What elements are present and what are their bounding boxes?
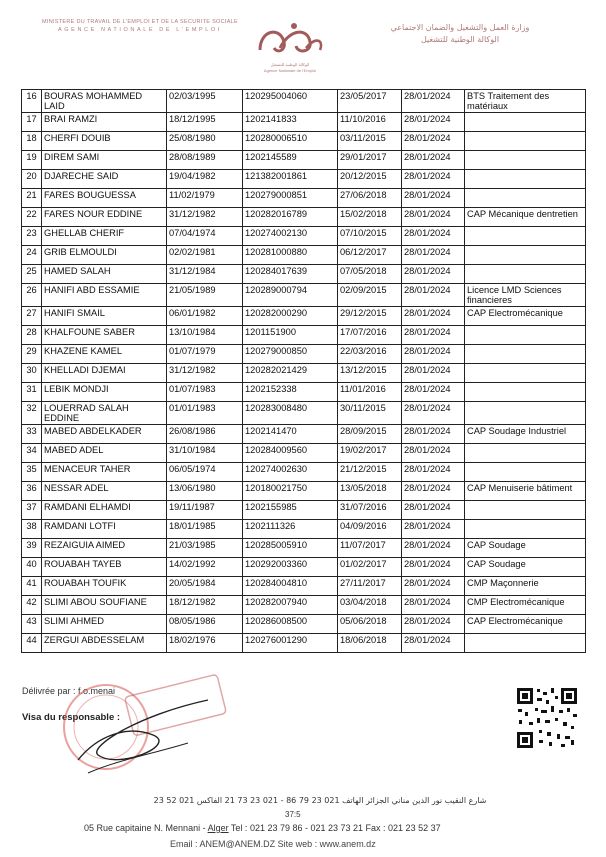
registration-date: 22/03/2016 — [338, 345, 402, 364]
qualification: CAP Electromécanique — [465, 307, 586, 326]
table-row — [22, 132, 586, 151]
qualification — [465, 113, 586, 132]
registration-date: 15/02/2018 — [338, 208, 402, 227]
jobseeker-name: KHALFOUNE SABER — [42, 326, 167, 345]
jobseeker-name: MABED ABDELKADER — [42, 425, 167, 444]
registration-id: 120284017639 — [243, 265, 338, 284]
birth-date: 13/06/1980 — [167, 482, 243, 501]
qualification — [465, 326, 586, 345]
table-row — [22, 113, 586, 132]
jobseeker-name: SLIMI AHMED — [42, 615, 167, 634]
jobseeker-name: ROUABAH TOUFIK — [42, 577, 167, 596]
row-number: 16 — [22, 90, 42, 113]
rectangular-stamp-icon — [125, 674, 227, 736]
list-date: 28/01/2024 — [402, 577, 465, 596]
row-number: 24 — [22, 246, 42, 265]
birth-date: 26/08/1986 — [167, 425, 243, 444]
birth-date: 21/05/1989 — [167, 284, 243, 307]
row-number: 43 — [22, 615, 42, 634]
ministry-header-ar — [340, 22, 580, 46]
registration-date: 28/09/2015 — [338, 425, 402, 444]
registration-id: 120280006510 — [243, 132, 338, 151]
jobseeker-name: DJARECHE SAID — [42, 170, 167, 189]
qualification: BTS Traitement des matériaux — [465, 90, 586, 113]
birth-date: 19/11/1987 — [167, 501, 243, 520]
registration-date: 03/11/2015 — [338, 132, 402, 151]
registration-date: 31/07/2016 — [338, 501, 402, 520]
agency-name-fr: AGENCE NATIONALE DE L'EMPLOI — [58, 27, 222, 33]
row-number: 34 — [22, 444, 42, 463]
qualification: CAP Soudage — [465, 539, 586, 558]
list-date: 28/01/2024 — [402, 425, 465, 444]
jobseeker-name: FARES NOUR EDDINE — [42, 208, 167, 227]
list-date: 28/01/2024 — [402, 170, 465, 189]
registration-id: 120282016789 — [243, 208, 338, 227]
table-row — [22, 307, 586, 326]
registration-date: 19/02/2017 — [338, 444, 402, 463]
list-date: 28/01/2024 — [402, 501, 465, 520]
jobseeker-name: REZAIGUIA AIMED — [42, 539, 167, 558]
list-date: 28/01/2024 — [402, 634, 465, 653]
registration-id: 120274002130 — [243, 227, 338, 246]
list-date: 28/01/2024 — [402, 615, 465, 634]
row-number: 23 — [22, 227, 42, 246]
birth-date: 31/12/1982 — [167, 364, 243, 383]
row-number: 28 — [22, 326, 42, 345]
registration-id: 120279000850 — [243, 345, 338, 364]
birth-date: 20/05/1984 — [167, 577, 243, 596]
table-row — [22, 265, 586, 284]
list-date: 28/01/2024 — [402, 345, 465, 364]
qualification — [465, 170, 586, 189]
row-number: 42 — [22, 596, 42, 615]
qualification — [465, 132, 586, 151]
address-arabic-extra: 37:5 — [285, 810, 301, 819]
ministry-name-fr: MINISTERE DU TRAVAIL DE L'EMPLOI ET DE LA SECURITE SOCIALE — [41, 19, 239, 25]
registration-id: 120282000290 — [243, 307, 338, 326]
row-number: 31 — [22, 383, 42, 402]
jobseeker-name: CHERFI DOUIB — [42, 132, 167, 151]
registration-id: 120289000794 — [243, 284, 338, 307]
qualification — [465, 463, 586, 482]
contact-email-web: Email : ANEM@ANEM.DZ Site web : www.anem.dz — [170, 839, 376, 849]
address-phone-fax: Tel : 021 23 79 86 - 021 23 73 21 Fax : 021 23 52 37 — [228, 823, 441, 833]
list-date: 28/01/2024 — [402, 284, 465, 307]
table-row — [22, 520, 586, 539]
registration-id: 1202155985 — [243, 501, 338, 520]
logo-caption-ar: الوكالة الوطنية للتشغيل — [270, 62, 310, 67]
row-number: 39 — [22, 539, 42, 558]
row-number: 36 — [22, 482, 42, 501]
table-row — [22, 208, 586, 227]
list-date: 28/01/2024 — [402, 265, 465, 284]
registration-date: 27/06/2018 — [338, 189, 402, 208]
qualification — [465, 345, 586, 364]
registration-id: 120276001290 — [243, 634, 338, 653]
jobseeker-name: NESSAR ADEL — [42, 482, 167, 501]
qualification — [465, 501, 586, 520]
list-date: 28/01/2024 — [402, 246, 465, 265]
registration-id: 1202141833 — [243, 113, 338, 132]
row-number: 29 — [22, 345, 42, 364]
list-date: 28/01/2024 — [402, 113, 465, 132]
table-row — [22, 596, 586, 615]
registration-date: 23/05/2017 — [338, 90, 402, 113]
birth-date: 31/12/1982 — [167, 208, 243, 227]
birth-date: 31/12/1984 — [167, 265, 243, 284]
table-row — [22, 246, 586, 265]
registration-id: 120286008500 — [243, 615, 338, 634]
list-date: 28/01/2024 — [402, 444, 465, 463]
registration-id: 120281000880 — [243, 246, 338, 265]
jobseeker-name: KHAZENE KAMEL — [42, 345, 167, 364]
row-number: 35 — [22, 463, 42, 482]
birth-date: 07/04/1974 — [167, 227, 243, 246]
birth-date: 18/12/1995 — [167, 113, 243, 132]
qualification: CAP Soudage Industriel — [465, 425, 586, 444]
table-row — [22, 383, 586, 402]
jobseeker-name: HANIFI SMAIL — [42, 307, 167, 326]
table-row — [22, 425, 586, 444]
jobseeker-name: ZERGUI ABDESSELAM — [42, 634, 167, 653]
qualification: CAP Menuiserie bâtiment — [465, 482, 586, 501]
list-date: 28/01/2024 — [402, 539, 465, 558]
registration-date: 01/02/2017 — [338, 558, 402, 577]
row-number: 44 — [22, 634, 42, 653]
qualification: Licence LMD Sciences financieres — [465, 284, 586, 307]
birth-date: 18/12/1982 — [167, 596, 243, 615]
row-number: 22 — [22, 208, 42, 227]
registration-date: 29/01/2017 — [338, 151, 402, 170]
official-stamp-signature — [58, 665, 233, 785]
registration-date: 06/12/2017 — [338, 246, 402, 265]
birth-date: 02/02/1981 — [167, 246, 243, 265]
jobseeker-name: FARES BOUGUESSA — [42, 189, 167, 208]
address-french — [84, 823, 441, 833]
jobseeker-name: RAMDANI ELHAMDI — [42, 501, 167, 520]
address-street: 05 Rue capitaine N. Mennani - — [84, 823, 208, 833]
anem-logo — [250, 18, 330, 76]
table-row — [22, 90, 586, 113]
list-date: 28/01/2024 — [402, 520, 465, 539]
registration-date: 04/09/2016 — [338, 520, 402, 539]
registration-date: 07/10/2015 — [338, 227, 402, 246]
qualification: CAP Electromécanique — [465, 615, 586, 634]
qr-code-icon — [515, 686, 579, 750]
table-row — [22, 227, 586, 246]
registration-id: 1202141470 — [243, 425, 338, 444]
qualification — [465, 444, 586, 463]
ministry-header-fr — [40, 18, 240, 34]
birth-date: 06/05/1974 — [167, 463, 243, 482]
table-row — [22, 326, 586, 345]
row-number: 41 — [22, 577, 42, 596]
jobseeker-name: LEBIK MONDJI — [42, 383, 167, 402]
registration-id: 1202145589 — [243, 151, 338, 170]
birth-date: 01/07/1979 — [167, 345, 243, 364]
list-date: 28/01/2024 — [402, 307, 465, 326]
registration-id: 121382001861 — [243, 170, 338, 189]
row-number: 26 — [22, 284, 42, 307]
list-date: 28/01/2024 — [402, 227, 465, 246]
jobseeker-name: HANIFI ABD ESSAMIE — [42, 284, 167, 307]
birth-date: 31/10/1984 — [167, 444, 243, 463]
list-date: 28/01/2024 — [402, 482, 465, 501]
list-date: 28/01/2024 — [402, 132, 465, 151]
qualification: CMP Maçonnerie — [465, 577, 586, 596]
qualification — [465, 634, 586, 653]
address-city: Alger — [207, 823, 229, 833]
table-row — [22, 364, 586, 383]
registration-id: 120292003360 — [243, 558, 338, 577]
agency-name-ar: الوكالة الوطنية للتشغيل — [420, 35, 500, 44]
row-number: 17 — [22, 113, 42, 132]
row-number: 38 — [22, 520, 42, 539]
birth-date: 08/05/1986 — [167, 615, 243, 634]
registration-date: 03/04/2018 — [338, 596, 402, 615]
registration-date: 07/05/2018 — [338, 265, 402, 284]
registration-date: 11/01/2016 — [338, 383, 402, 402]
table-row — [22, 539, 586, 558]
qualification — [465, 402, 586, 425]
jobseeker-name: DIREM SAMI — [42, 151, 167, 170]
row-number: 33 — [22, 425, 42, 444]
list-date: 28/01/2024 — [402, 596, 465, 615]
list-date: 28/01/2024 — [402, 90, 465, 113]
qualification — [465, 227, 586, 246]
table-row — [22, 501, 586, 520]
registration-id: 120274002630 — [243, 463, 338, 482]
list-date: 28/01/2024 — [402, 364, 465, 383]
row-number: 25 — [22, 265, 42, 284]
qualification — [465, 383, 586, 402]
birth-date: 19/04/1982 — [167, 170, 243, 189]
row-number: 32 — [22, 402, 42, 425]
registration-date: 11/10/2016 — [338, 113, 402, 132]
ministry-name-ar: وزارة العمل والتشغيل والضمان الاجتماعي — [390, 23, 530, 32]
jobseeker-name: HAMED SALAH — [42, 265, 167, 284]
qualification: CMP Electromécanique — [465, 596, 586, 615]
list-date: 28/01/2024 — [402, 151, 465, 170]
list-date: 28/01/2024 — [402, 326, 465, 345]
jobseeker-name: BOURAS MOHAMMED LAID — [42, 90, 167, 113]
registration-date: 29/12/2015 — [338, 307, 402, 326]
registration-id: 120285005910 — [243, 539, 338, 558]
registration-id: 1202152338 — [243, 383, 338, 402]
registration-date: 30/11/2015 — [338, 402, 402, 425]
row-number: 37 — [22, 501, 42, 520]
birth-date: 28/08/1989 — [167, 151, 243, 170]
table-row — [22, 189, 586, 208]
list-date: 28/01/2024 — [402, 558, 465, 577]
list-date: 28/01/2024 — [402, 189, 465, 208]
table-row — [22, 558, 586, 577]
address-arabic: شارع النقيب نور الدين مناني الجزائر الهاتف 021 23 79 86 - 021 23 73 21 الفاكس 021 52 23 — [153, 796, 487, 805]
registration-date: 05/06/2018 — [338, 615, 402, 634]
row-number: 19 — [22, 151, 42, 170]
registration-id: 120282021429 — [243, 364, 338, 383]
registration-date: 13/05/2018 — [338, 482, 402, 501]
registration-id: 120295004060 — [243, 90, 338, 113]
birth-date: 14/02/1992 — [167, 558, 243, 577]
birth-date: 13/10/1984 — [167, 326, 243, 345]
table-row — [22, 170, 586, 189]
jobseeker-name: GHELLAB CHERIF — [42, 227, 167, 246]
birth-date: 25/08/1980 — [167, 132, 243, 151]
registration-date: 17/07/2016 — [338, 326, 402, 345]
jobseekers-table — [21, 89, 586, 653]
birth-date: 06/01/1982 — [167, 307, 243, 326]
list-date: 28/01/2024 — [402, 402, 465, 425]
birth-date: 01/07/1983 — [167, 383, 243, 402]
birth-date: 11/02/1979 — [167, 189, 243, 208]
row-number: 21 — [22, 189, 42, 208]
registration-date: 20/12/2015 — [338, 170, 402, 189]
registration-date: 02/09/2015 — [338, 284, 402, 307]
table-row — [22, 151, 586, 170]
qualification: CAP Mécanique dentretien — [465, 208, 586, 227]
delivered-by: Délivrée par : f.o.menai — [22, 686, 116, 696]
table-row — [22, 634, 586, 653]
birth-date: 21/03/1985 — [167, 539, 243, 558]
qualification — [465, 189, 586, 208]
registration-id: 1202111326 — [243, 520, 338, 539]
row-number: 40 — [22, 558, 42, 577]
list-date: 28/01/2024 — [402, 208, 465, 227]
qualification — [465, 246, 586, 265]
registration-date: 11/07/2017 — [338, 539, 402, 558]
birth-date: 02/03/1995 — [167, 90, 243, 113]
registration-date: 27/11/2017 — [338, 577, 402, 596]
table-row — [22, 345, 586, 364]
jobseeker-name: RAMDANI LOTFI — [42, 520, 167, 539]
table-row — [22, 284, 586, 307]
table-row — [22, 482, 586, 501]
table-row — [22, 402, 586, 425]
jobseeker-name: SLIMI ABOU SOUFIANE — [42, 596, 167, 615]
jobseeker-name: BRAI RAMZI — [42, 113, 167, 132]
registration-id: 120279000851 — [243, 189, 338, 208]
qualification — [465, 520, 586, 539]
registration-id: 120284009560 — [243, 444, 338, 463]
row-number: 27 — [22, 307, 42, 326]
row-number: 30 — [22, 364, 42, 383]
table-row — [22, 463, 586, 482]
jobseeker-name: GRIB ELMOULDI — [42, 246, 167, 265]
registration-date: 18/06/2018 — [338, 634, 402, 653]
list-date: 28/01/2024 — [402, 463, 465, 482]
row-number: 20 — [22, 170, 42, 189]
list-date: 28/01/2024 — [402, 383, 465, 402]
anem-logo-icon — [250, 18, 330, 62]
registration-id: 120180021750 — [243, 482, 338, 501]
jobseeker-name: MENACEUR TAHER — [42, 463, 167, 482]
row-number: 18 — [22, 132, 42, 151]
qualification: CAP Soudage — [465, 558, 586, 577]
jobseeker-name: KHELLADI DJEMAI — [42, 364, 167, 383]
birth-date: 01/01/1983 — [167, 402, 243, 425]
jobseeker-name: LOUERRAD SALAH EDDINE — [42, 402, 167, 425]
registration-id: 1201151900 — [243, 326, 338, 345]
registration-id: 120284004810 — [243, 577, 338, 596]
registration-id: 120282007940 — [243, 596, 338, 615]
jobseeker-name: ROUABAH TAYEB — [42, 558, 167, 577]
birth-date: 18/01/1985 — [167, 520, 243, 539]
jobseeker-name: MABED ADEL — [42, 444, 167, 463]
registration-id: 120283008480 — [243, 402, 338, 425]
visa-label: Visa du responsable : — [22, 712, 121, 723]
registration-date: 13/12/2015 — [338, 364, 402, 383]
table-row — [22, 577, 586, 596]
birth-date: 18/02/1976 — [167, 634, 243, 653]
qualification — [465, 364, 586, 383]
table-row — [22, 615, 586, 634]
logo-caption-fr: Agence Nationale de l'Emploi — [263, 68, 317, 73]
registration-date: 21/12/2015 — [338, 463, 402, 482]
table-row — [22, 444, 586, 463]
jobseekers-table-body — [22, 90, 586, 653]
qualification — [465, 265, 586, 284]
qualification — [465, 151, 586, 170]
